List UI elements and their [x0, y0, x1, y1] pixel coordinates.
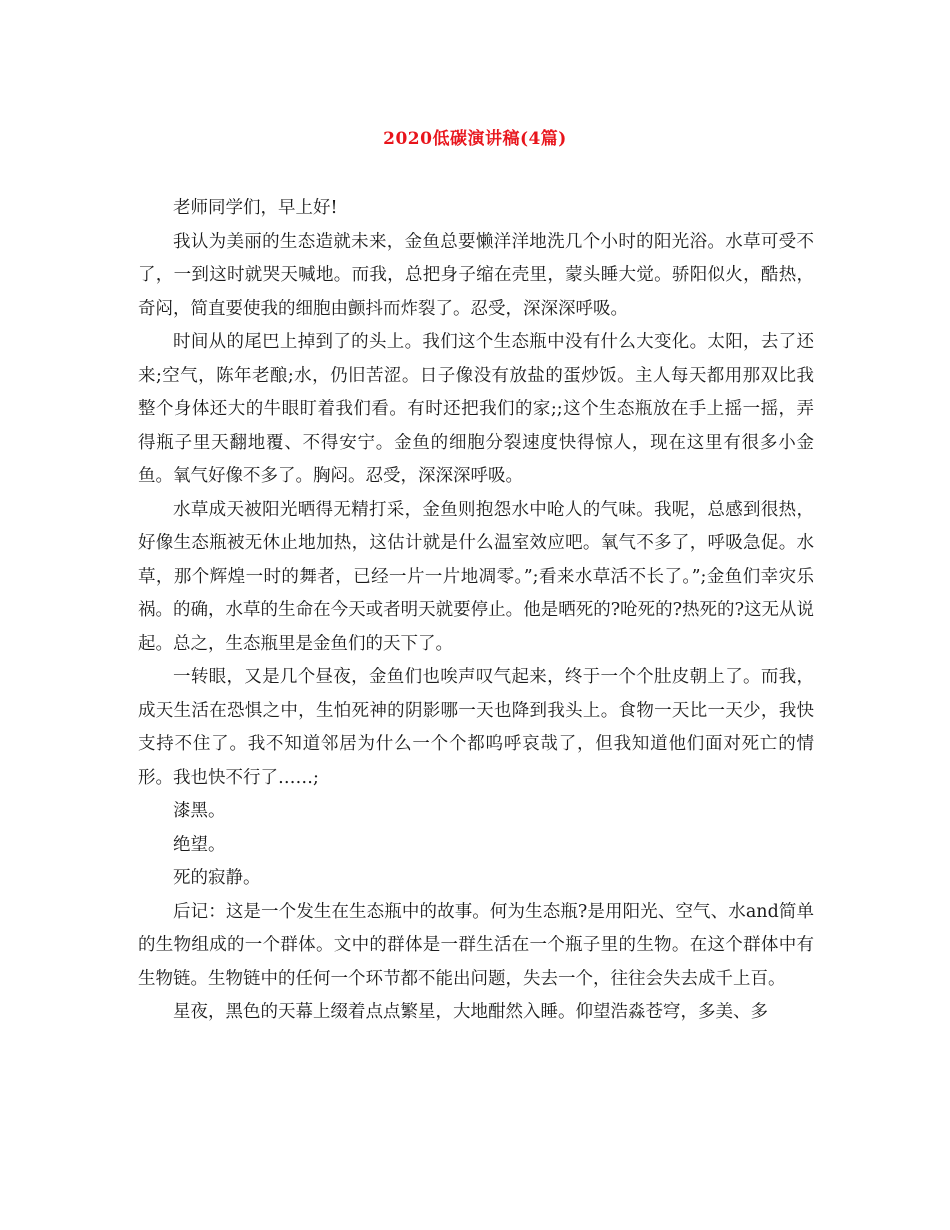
paragraph: 绝望。	[173, 834, 226, 855]
paragraph: 老师同学们，早上好!	[173, 198, 338, 218]
paragraph: 后记：这是一个发生在生态瓶中的故事。何为生态瓶?是用阳光、空气、水and简单的生物组成的一个群体。文中的群体是一群生活在一个瓶子里的生物。在这个群体中有生物链。生物链中的任何一个环节都不能出问题，失去一个，往往会失去成千上百。	[138, 901, 814, 989]
paragraph: 死的寂静。	[173, 868, 261, 888]
paragraph: 漆黑。	[173, 801, 226, 821]
document-title: 2020低碳演讲稿(4篇)	[383, 129, 567, 149]
paragraph: 我认为美丽的生态造就未来，金鱼总要懒洋洋地洗几个小时的阳光浴。水草可受不了，一到这时就哭天喊地。而我，总把身子缩在壳里，蒙头睡大觉。骄阳似火，酷热，奇闷，简直要使我的细胞由颤抖而炸裂了。忍受，深深深呼吸。	[138, 231, 814, 319]
paragraph: 水草成天被阳光晒得无精打采，金鱼则抱怨水中呛人的气味。我呢，总感到很热，好像生态瓶被无休止地加热，这估计就是什么温室效应吧。氧气不多了，呼吸急促。水草，那个辉煌一时的舞者，已经一片一片地凋零。”;看来水草活不长了。”;金鱼们幸灾乐祸。的确，水草的生命在今天或者明天就要停止。他是晒死的?呛死的?热死的?这无从说起。总之，生态瓶里是金鱼们的天下了。	[138, 499, 814, 654]
document-body	[138, 192, 814, 1030]
paragraph: 星夜，黑色的天幕上缀着点点繁星，大地酣然入睡。仰望浩淼苍穹，多美、多	[173, 1002, 768, 1022]
paragraph: 一转眼，又是几个昼夜，金鱼们也唉声叹气起来，终于一个个肚皮朝上了。而我，成天生活在恐惧之中，生怕死神的阴影哪一天也降到我头上。食物一天比一天少，我快支持不住了。我不知道邻居为什么一个个都呜呼哀哉了，但我知道他们面对死亡的情形。我也快不行了……;	[138, 667, 814, 788]
paragraph: 时间从的尾巴上掉到了的头上。我们这个生态瓶中没有什么大变化。太阳，去了还来;空气，陈年老酿;水，仍旧苦涩。日子像没有放盐的蛋炒饭。主人每天都用那双比我整个身体还大的牛眼盯着我们看。有时还把我们的家;;这个生态瓶放在手上摇一摇，弄得瓶子里天翻地覆、不得安宁。金鱼的细胞分裂速度快得惊人，现在这里有很多小金鱼。氧气好像不多了。胸闷。忍受，深深深呼吸。	[138, 332, 814, 486]
